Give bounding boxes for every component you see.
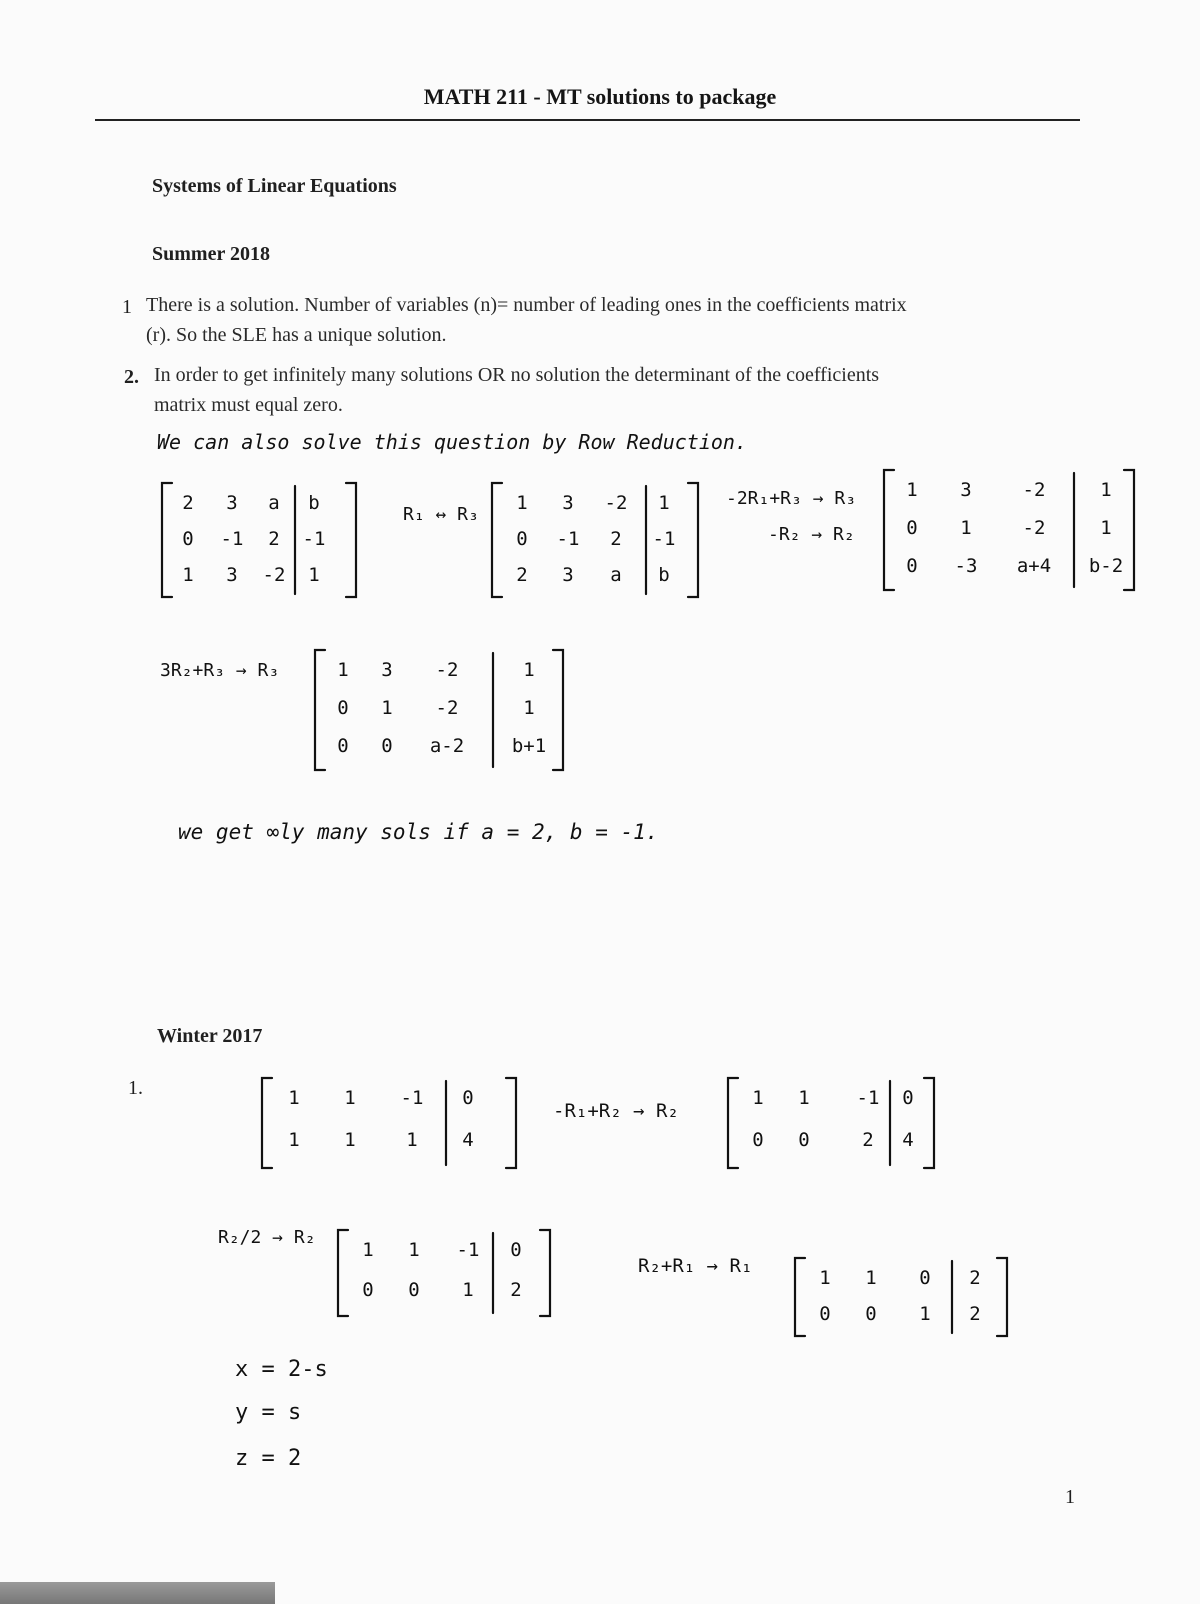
matrix-entry: 0: [819, 1303, 831, 1325]
matrix-entry: 1: [344, 1129, 356, 1151]
matrix-entry: b+1: [511, 735, 547, 757]
matrix-entry: 2: [969, 1303, 981, 1325]
matrix-entry: 1: [658, 492, 670, 514]
matrix-entry: a+4: [1016, 555, 1052, 577]
matrix-entry: 4: [462, 1129, 474, 1151]
w-q1-number: 1.: [128, 1077, 143, 1099]
left-bracket: [795, 1258, 805, 1336]
matrix-entry: -2: [262, 564, 286, 586]
matrix-w1: [262, 1078, 516, 1168]
matrix-entry: 0: [902, 1087, 914, 1109]
matrix-entry: 1: [408, 1239, 420, 1261]
matrix-entry: 2: [862, 1129, 874, 1151]
w-row-op-1: -R₁+R₂ → R₂: [553, 1100, 679, 1122]
row-op-swap: R₁ ↔ R₃: [403, 504, 479, 525]
matrix-s4: [315, 650, 563, 770]
matrix-entry: 0: [337, 697, 349, 719]
solution-z: z = 2: [235, 1446, 302, 1471]
matrix-entry: 1: [960, 517, 972, 539]
right-bracket: [1124, 470, 1134, 590]
subsection-summer-2018: Summer 2018: [152, 243, 270, 265]
matrix-entry: -2: [1022, 479, 1046, 501]
matrix-entry: -2: [1022, 517, 1046, 539]
subsection-winter-2017: Winter 2017: [157, 1025, 263, 1047]
w-row-op-3: R₂+R₁ → R₁: [638, 1255, 753, 1277]
left-bracket: [492, 483, 502, 597]
matrix-entry: 0: [408, 1279, 420, 1301]
q2-number: 2.: [124, 366, 139, 388]
matrix-entry: 0: [362, 1279, 374, 1301]
matrix-entry: 2: [516, 564, 528, 586]
matrix-entry: 0: [919, 1267, 931, 1289]
matrix-entry: 1: [288, 1087, 300, 1109]
matrix-entry: 1: [462, 1279, 474, 1301]
matrix-entry: 1: [381, 697, 393, 719]
matrix-entry: 3: [562, 492, 574, 514]
matrix-entry: 1: [288, 1129, 300, 1151]
handwritten-note: We can also solve this question by Row Reduction.: [157, 430, 748, 454]
left-bracket: [338, 1230, 348, 1316]
matrix-entry: 1: [523, 697, 535, 719]
matrix-entry: -1: [652, 528, 676, 550]
matrix-entry: 3: [381, 659, 393, 681]
matrix-w2: [728, 1078, 934, 1168]
matrix-entry: -1: [556, 528, 580, 550]
q1-line-1: There is a solution. Number of variables (n)= number of leading ones in the coefficients matrix: [146, 294, 907, 316]
matrix-entry: 0: [337, 735, 349, 757]
matrix-entry: 0: [752, 1129, 764, 1151]
matrix-w3: [338, 1230, 550, 1316]
matrix-entry: 1: [1100, 479, 1112, 501]
matrix-entry: 2: [610, 528, 622, 550]
matrix-entry: 4: [902, 1129, 914, 1151]
matrix-entry: 3: [960, 479, 972, 501]
left-bracket: [728, 1078, 738, 1168]
q2-line-2: matrix must equal zero.: [154, 394, 343, 416]
matrix-entry: 2: [182, 492, 194, 514]
row-op-3: 3R₂+R₃ → R₃: [160, 660, 280, 681]
row-op-2b: -R₂ → R₂: [768, 524, 855, 545]
matrix-entry: 0: [865, 1303, 877, 1325]
matrix-entry: 1: [819, 1267, 831, 1289]
matrix-entry: -2: [435, 659, 459, 681]
matrix-entry: 3: [226, 492, 238, 514]
matrix-entry: b: [308, 492, 320, 514]
matrix-entry: 0: [516, 528, 528, 550]
left-bracket: [884, 470, 894, 590]
matrix-entry: -1: [856, 1087, 880, 1109]
section-heading: Systems of Linear Equations: [152, 175, 397, 197]
matrix-entry: 1: [798, 1087, 810, 1109]
matrix-entry: 1: [523, 659, 535, 681]
right-bracket: [540, 1230, 550, 1316]
matrix-entry: -1: [400, 1087, 424, 1109]
solution-x: x = 2-s: [235, 1357, 328, 1382]
q2-line-1: In order to get infinitely many solutions OR no solution the determinant of the coefficients: [154, 364, 880, 386]
matrix-entry: 2: [510, 1279, 522, 1301]
matrix-entry: 1: [919, 1303, 931, 1325]
matrix-entry: 1: [182, 564, 194, 586]
matrix-entry: -2: [435, 697, 459, 719]
right-bracket: [346, 483, 356, 597]
conclusion-text: we get ∞ly many sols if a = 2, b = -1.: [178, 820, 659, 844]
matrix-entry: 0: [381, 735, 393, 757]
matrix-entry: 1: [406, 1129, 418, 1151]
matrix-entry: a-2: [429, 735, 465, 757]
matrix-w4: [795, 1258, 1007, 1336]
matrix-entry: 1: [516, 492, 528, 514]
matrix-entry: 2: [969, 1267, 981, 1289]
right-bracket: [997, 1258, 1007, 1336]
w-row-op-2: R₂/2 → R₂: [218, 1227, 316, 1248]
matrix-entry: -1: [302, 528, 326, 550]
matrix-entry: -1: [456, 1239, 480, 1261]
matrix-entry: 0: [906, 555, 918, 577]
right-bracket: [924, 1078, 934, 1168]
matrix-entry: 1: [362, 1239, 374, 1261]
matrix-s3: [884, 470, 1134, 590]
matrix-entry: 1: [752, 1087, 764, 1109]
matrix-entry: 0: [906, 517, 918, 539]
right-bracket: [506, 1078, 516, 1168]
matrix-entry: 1: [1100, 517, 1112, 539]
page-title: MATH 211 - MT solutions to package: [423, 84, 777, 109]
matrix-entry: 1: [308, 564, 320, 586]
q1-number: 1: [122, 296, 132, 318]
matrix-entry: 1: [344, 1087, 356, 1109]
matrix-entry: 0: [462, 1087, 474, 1109]
matrix-s2: [492, 483, 698, 597]
matrix-s1: [162, 483, 356, 597]
matrix-entry: 1: [865, 1267, 877, 1289]
matrix-entry: a: [610, 564, 622, 586]
matrix-entry: b: [658, 564, 670, 586]
row-op-2a: -2R₁+R₃ → R₃: [726, 488, 857, 509]
matrix-entry: -2: [604, 492, 628, 514]
left-bracket: [315, 650, 325, 770]
matrix-entry: a: [268, 492, 280, 514]
right-bracket: [553, 650, 563, 770]
page-number: 1: [1065, 1486, 1075, 1508]
matrix-entry: 0: [182, 528, 194, 550]
matrix-entry: -1: [220, 528, 244, 550]
solution-y: y = s: [235, 1400, 302, 1425]
right-bracket: [688, 483, 698, 597]
matrix-entry: 1: [906, 479, 918, 501]
matrix-entry: 0: [510, 1239, 522, 1261]
matrix-entry: 0: [798, 1129, 810, 1151]
left-bracket: [162, 483, 172, 597]
matrix-entry: b-2: [1088, 555, 1124, 577]
matrix-entry: 3: [562, 564, 574, 586]
left-bracket: [262, 1078, 272, 1168]
q1-line-2: (r). So the SLE has a unique solution.: [146, 324, 447, 346]
matrix-entry: -3: [954, 555, 978, 577]
matrix-entry: 2: [268, 528, 280, 550]
matrix-entry: 1: [337, 659, 349, 681]
matrix-entry: 3: [226, 564, 238, 586]
